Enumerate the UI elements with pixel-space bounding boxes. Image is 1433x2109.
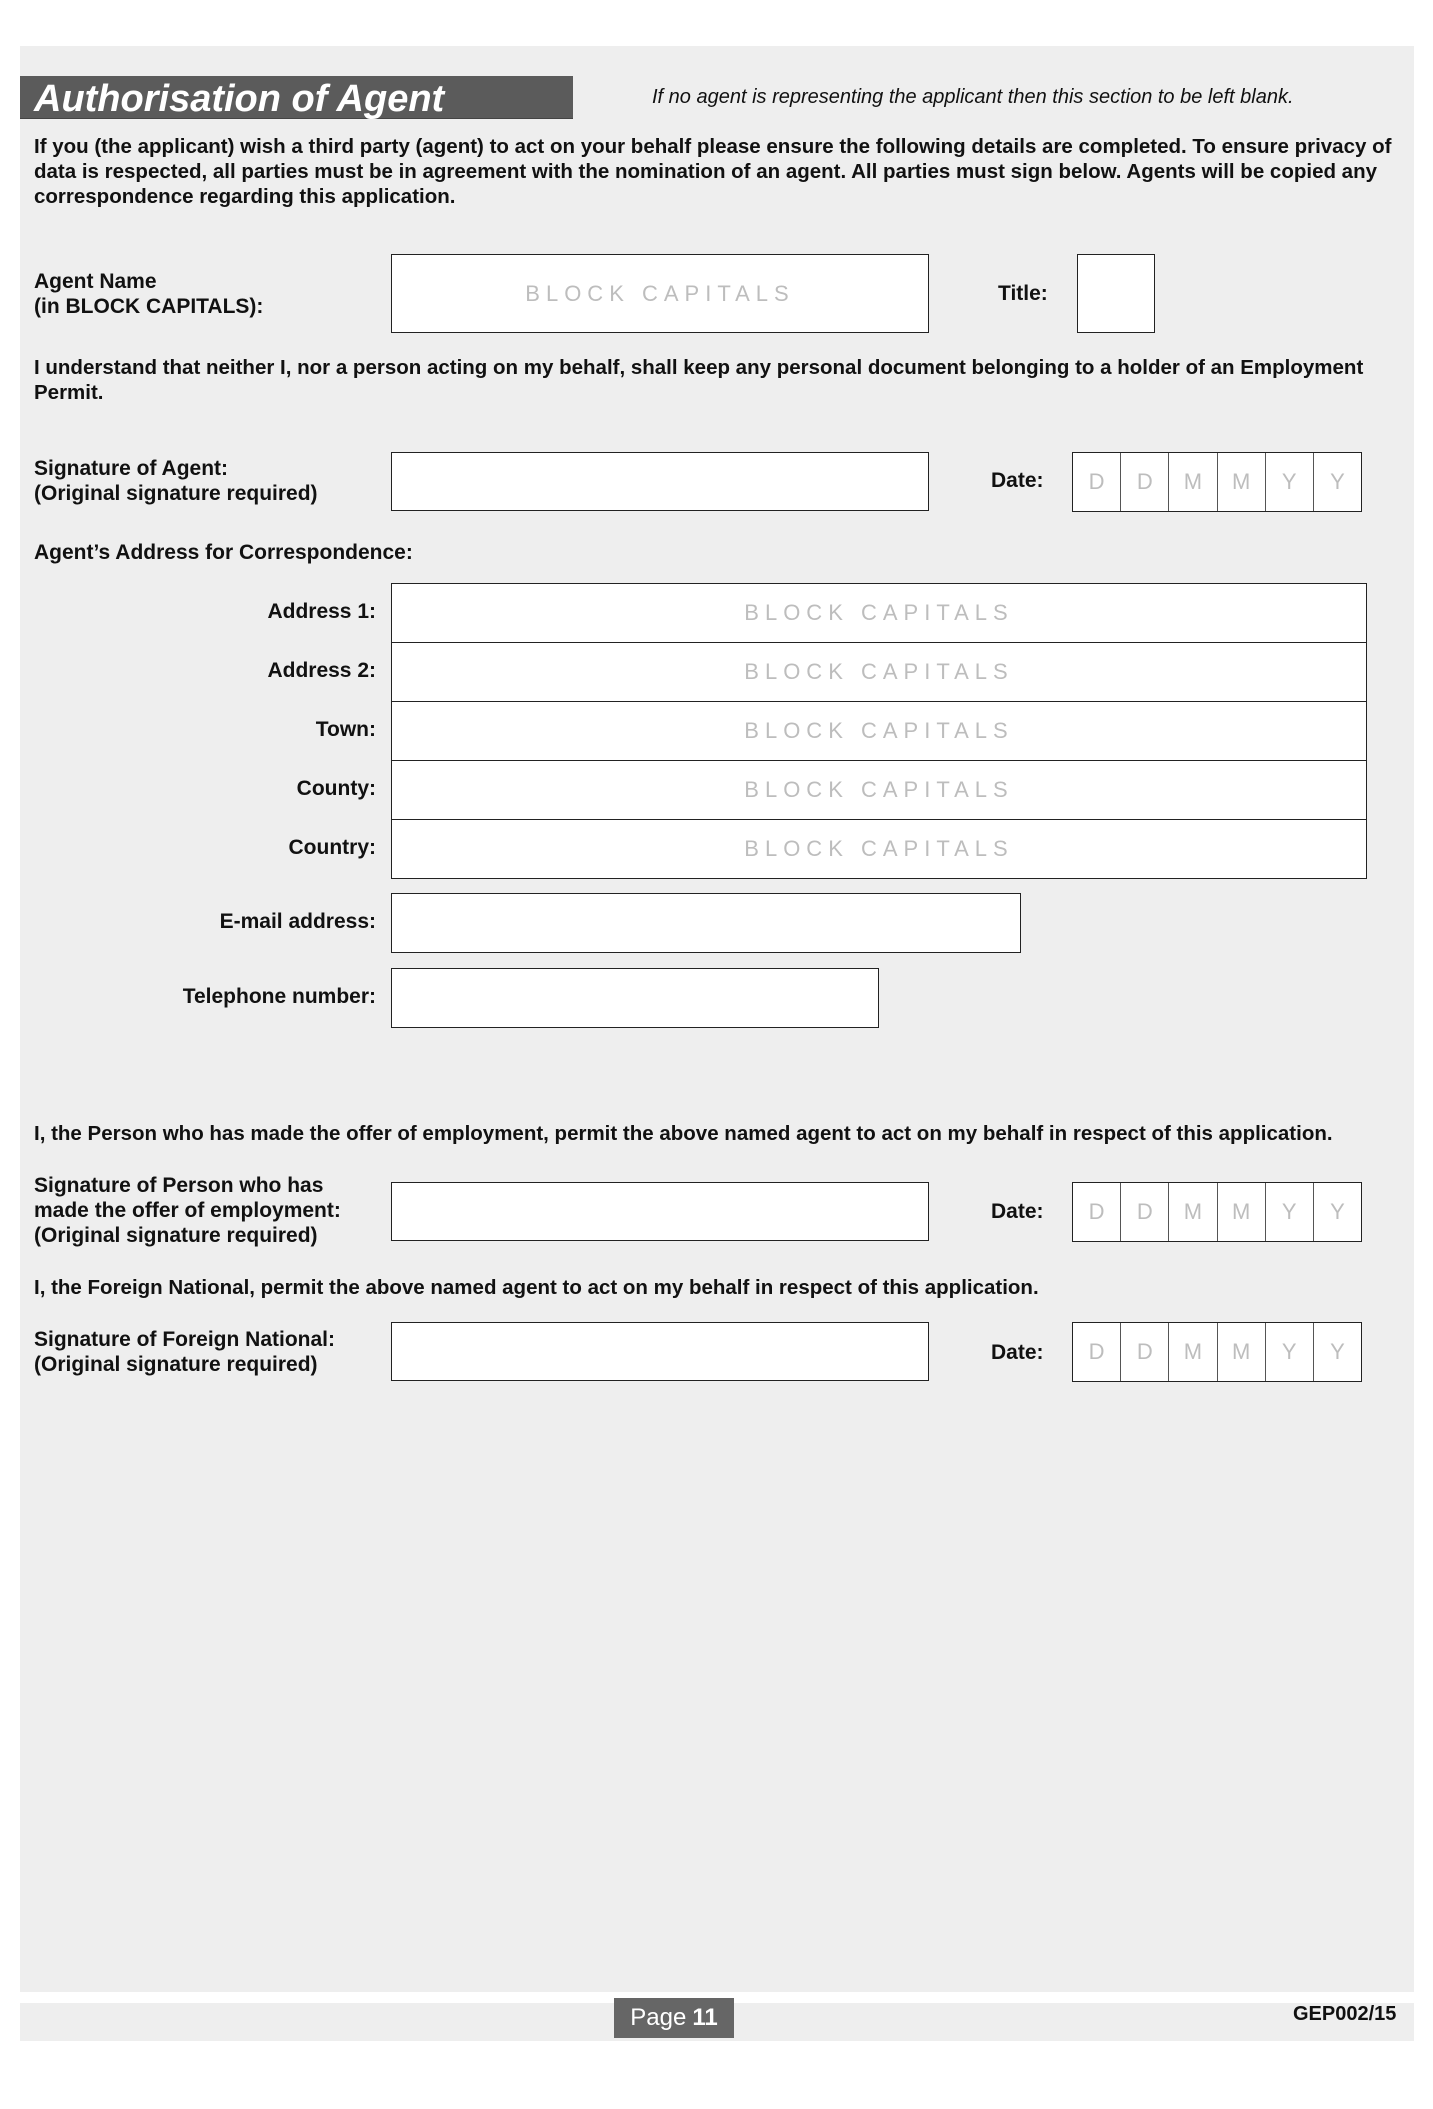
agent-signature-label	[34, 456, 318, 506]
date-cell[interactable]: M	[1218, 1183, 1266, 1241]
date-cell[interactable]: D	[1121, 1183, 1169, 1241]
employer-permit-statement: I, the Person who has made the offer of employment, permit the above named agent to act on my behalf in respect of this application.	[34, 1122, 1333, 1145]
address-heading: Agent’s Address for Correspondence:	[34, 541, 413, 564]
agent-signature-field[interactable]	[391, 452, 929, 511]
agent-date-input[interactable]	[1072, 452, 1362, 512]
agent-name-label-line1: Agent Name	[34, 270, 157, 293]
date-cell[interactable]: M	[1169, 1183, 1217, 1241]
address1-input[interactable]	[391, 583, 1367, 643]
telephone-label: Telephone number:	[182, 985, 376, 1008]
title-input[interactable]	[1077, 254, 1155, 333]
date-cell[interactable]: D	[1121, 453, 1169, 511]
employer-signature-label-line2: made the offer of employment:	[34, 1199, 341, 1222]
town-input[interactable]	[391, 701, 1367, 761]
county-input[interactable]	[391, 760, 1367, 820]
country-input[interactable]	[391, 819, 1367, 879]
date-cell[interactable]: D	[1073, 1183, 1121, 1241]
form-code: GEP002/15	[1293, 2003, 1397, 2025]
foreign-national-permit-statement: I, the Foreign National, permit the above named agent to act on my behalf in respect of this application.	[34, 1276, 1039, 1299]
employer-signature-label-line3: (Original signature required)	[34, 1224, 318, 1247]
address2-label: Address 2:	[267, 659, 376, 682]
employer-signature-label-line1: Signature of Person who has	[34, 1174, 324, 1197]
date-cell[interactable]: M	[1218, 453, 1266, 511]
town-label: Town:	[315, 718, 376, 741]
agent-name-label	[34, 269, 263, 319]
employer-date-input[interactable]	[1072, 1182, 1362, 1242]
foreign-national-date-label: Date:	[991, 1341, 1044, 1364]
county-placeholder: BLOCK CAPITALS	[744, 777, 1014, 802]
county-label: County:	[296, 777, 376, 800]
date-cell[interactable]: Y	[1330, 469, 1345, 494]
employer-signature-label	[34, 1173, 341, 1248]
date-cell[interactable]: Y	[1266, 1323, 1314, 1381]
foreign-national-signature-label-line1: Signature of Foreign National:	[34, 1328, 336, 1351]
date-cell[interactable]: Y	[1330, 1199, 1345, 1224]
address1-label: Address 1:	[267, 600, 376, 623]
date-cell[interactable]: Y	[1330, 1339, 1345, 1364]
date-cell[interactable]: M	[1218, 1323, 1266, 1381]
title-label: Title:	[998, 282, 1048, 305]
page-prefix: Page	[630, 2004, 687, 2031]
date-cell[interactable]: M	[1169, 453, 1217, 511]
agent-date-label: Date:	[991, 469, 1044, 492]
page-number: 11	[692, 2004, 718, 2031]
page-number-badge	[614, 1998, 734, 2038]
agent-signature-label-line2: (Original signature required)	[34, 482, 318, 505]
address1-placeholder: BLOCK CAPITALS	[744, 600, 1014, 625]
agent-name-placeholder: BLOCK CAPITALS	[525, 280, 795, 306]
date-cell[interactable]: Y	[1266, 1183, 1314, 1241]
telephone-input[interactable]	[391, 968, 879, 1028]
agent-name-input[interactable]	[391, 254, 929, 333]
agent-name-label-line2: (in BLOCK CAPITALS):	[34, 295, 264, 318]
employer-date-label: Date:	[991, 1200, 1044, 1223]
email-input[interactable]	[391, 893, 1021, 953]
intro-paragraph: If you (the applicant) wish a third party (agent) to act on your behalf please ensure the following details are completed. To ensure privacy of data is respected, all parties must be in agreement with the nomination of an agent. All parties must sign below. Agents will be copied any correspondence regarding this application.	[34, 135, 1392, 208]
agent-signature-label-line1: Signature of Agent:	[34, 457, 229, 480]
section-title: Authorisation of Agent	[34, 78, 445, 120]
foreign-national-signature-label	[34, 1327, 335, 1377]
blank-note: If no agent is representing the applicant then this section to be left blank.	[652, 86, 1294, 108]
employer-signature-field[interactable]	[391, 1182, 929, 1241]
foreign-national-signature-field[interactable]	[391, 1322, 929, 1381]
date-cell[interactable]: D	[1073, 1323, 1121, 1381]
country-label: Country:	[288, 836, 376, 859]
address2-placeholder: BLOCK CAPITALS	[744, 659, 1014, 684]
foreign-national-date-input[interactable]	[1072, 1322, 1362, 1382]
date-cell[interactable]: Y	[1266, 453, 1314, 511]
date-cell[interactable]: D	[1073, 453, 1121, 511]
section-title-bar	[20, 76, 573, 119]
declaration-text: I understand that neither I, nor a person acting on my behalf, shall keep any personal document belonging to a holder of an Employment Permit.	[34, 356, 1364, 404]
foreign-national-signature-label-line2: (Original signature required)	[34, 1353, 318, 1376]
country-placeholder: BLOCK CAPITALS	[744, 836, 1014, 861]
email-label: E-mail address:	[219, 910, 376, 933]
date-cell[interactable]: D	[1121, 1323, 1169, 1381]
address2-input[interactable]	[391, 642, 1367, 702]
town-placeholder: BLOCK CAPITALS	[744, 718, 1014, 743]
date-cell[interactable]: M	[1169, 1323, 1217, 1381]
